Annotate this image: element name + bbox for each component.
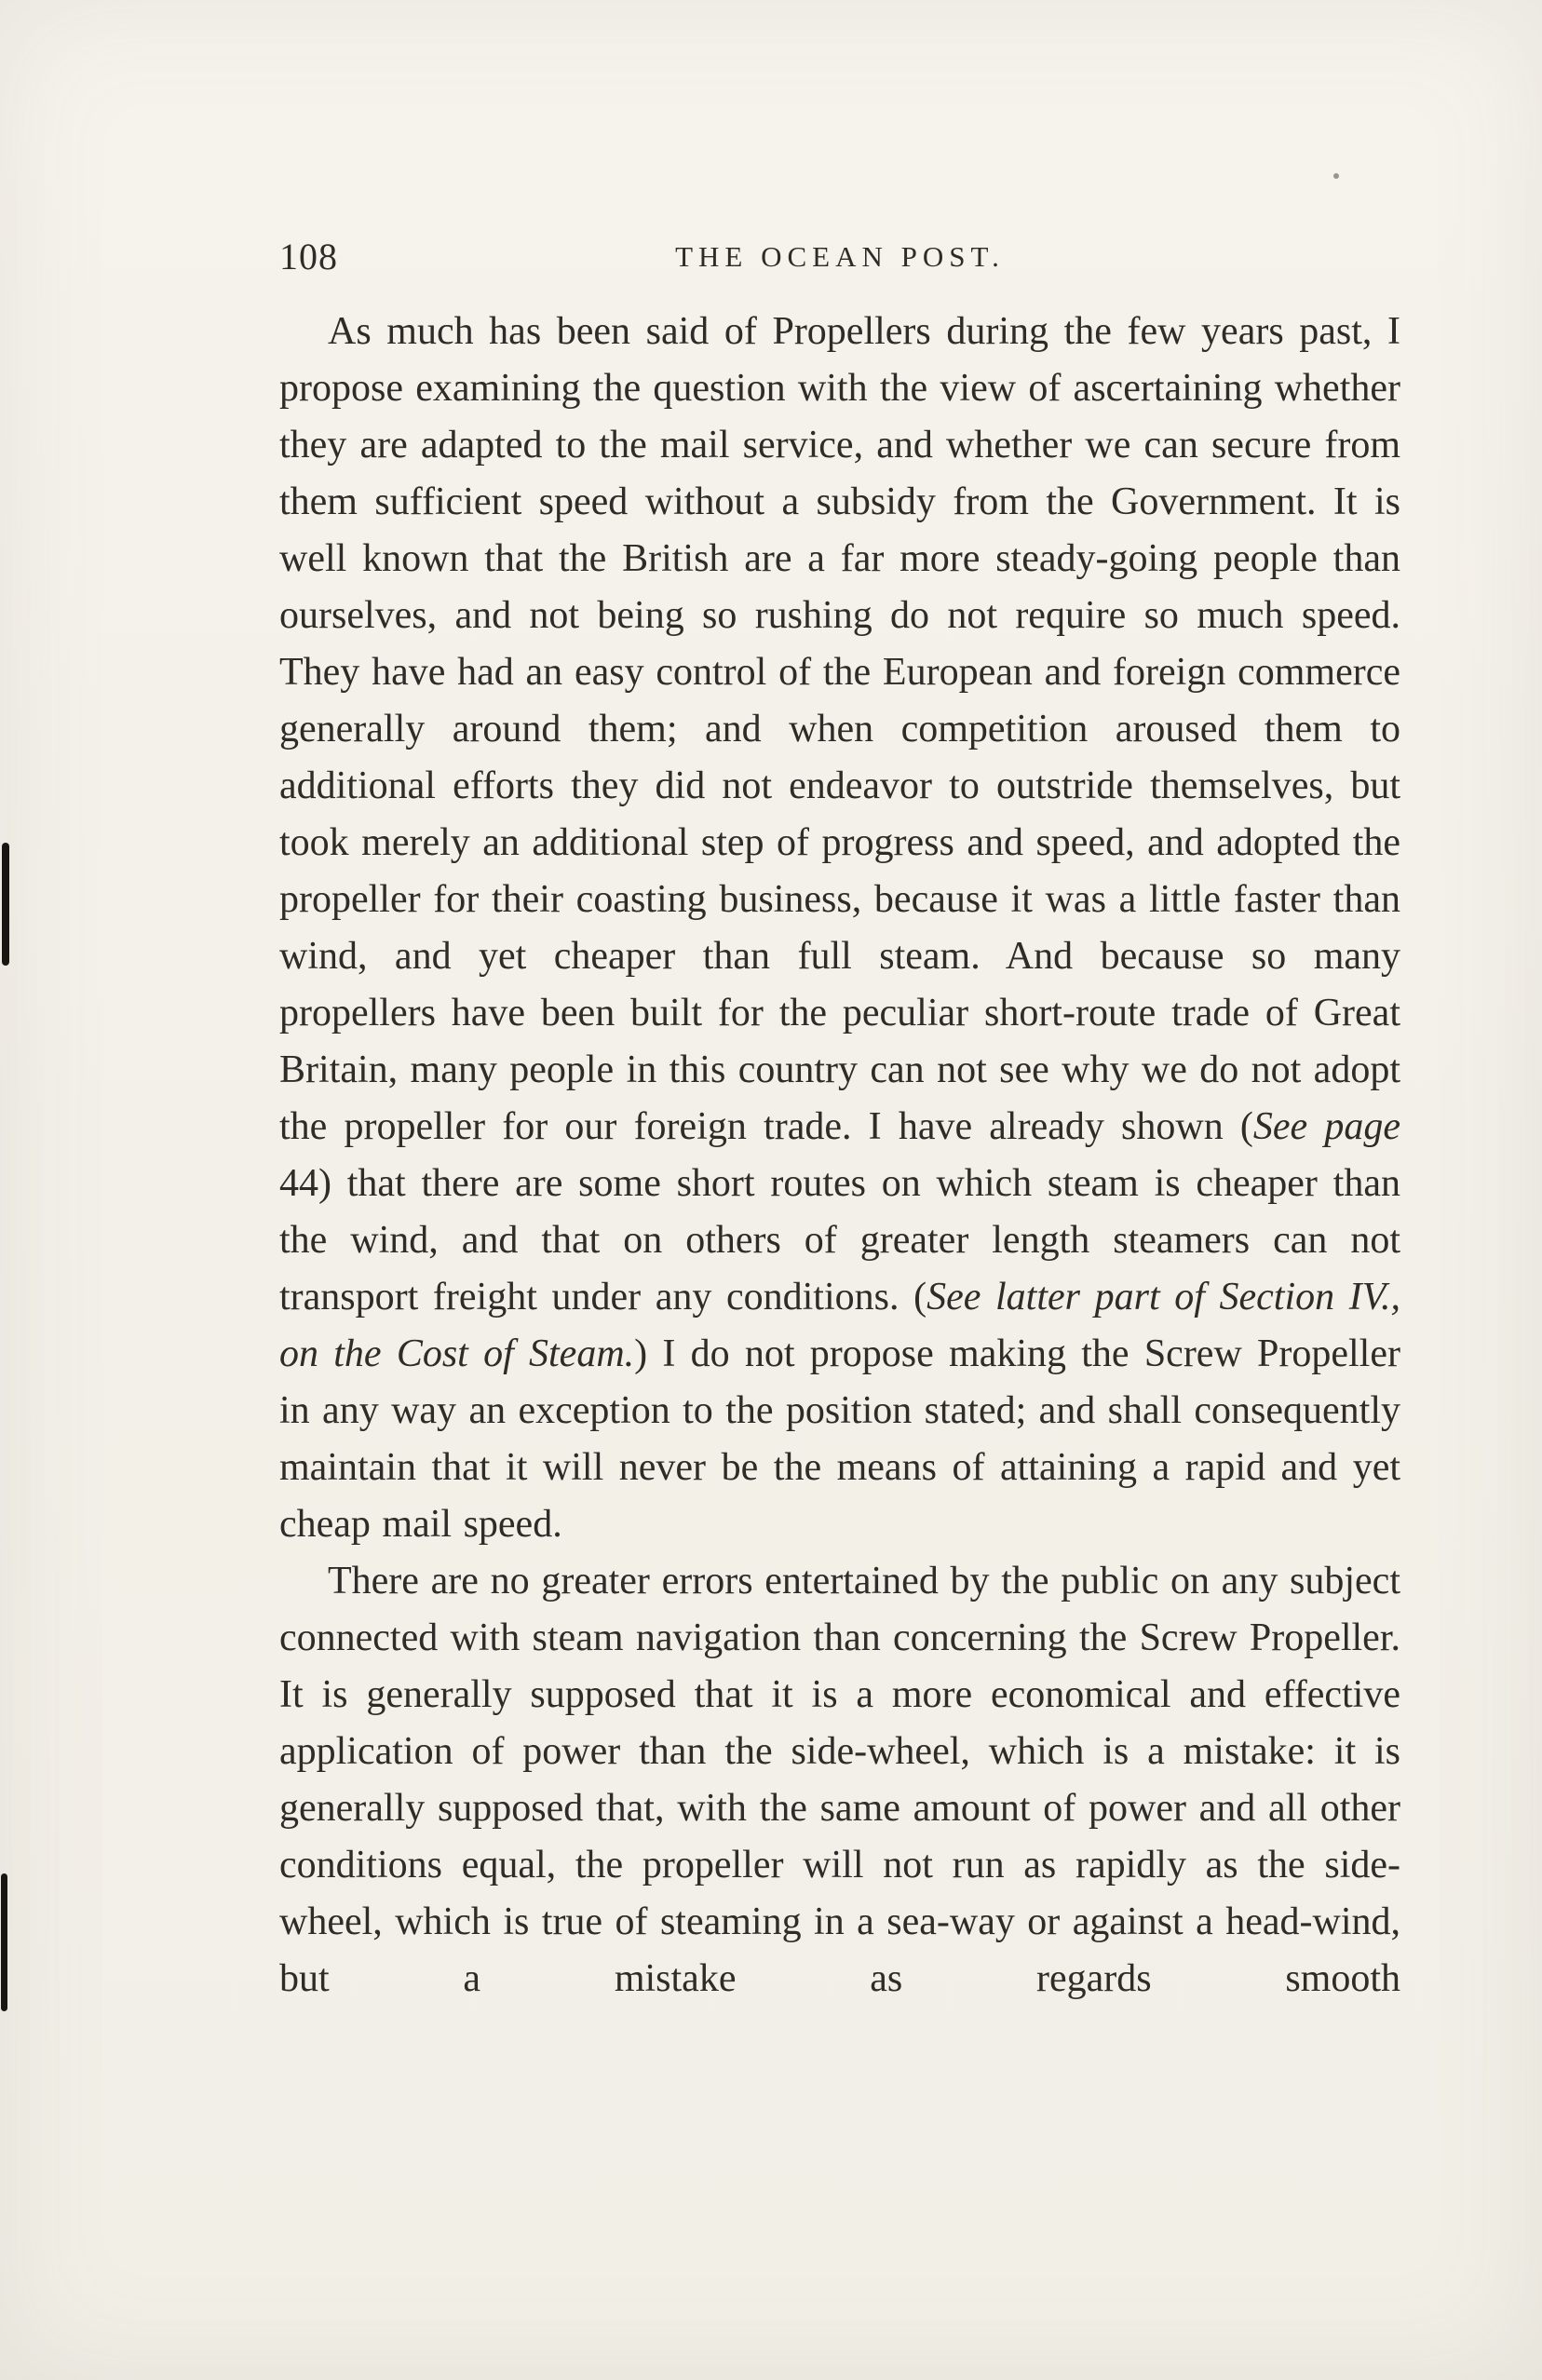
text-segment: There are no greater errors entertained by the public on any subject connected with steam navigation than concerning the Screw Propeller. It is generally supposed that it is a more economical and effective application of power than the side-wheel, which is a mistake: it is generally supposed that, with the same amount of power and all other conditions equal, the propeller will not run as rapidly as the side-wheel, which is true of steaming in a sea-way or against a head-wind, but a mistake as regards smooth xyxy=(279,1560,1400,2000)
text-segment: 44) that there are some short routes on which steam is cheaper than the wind, and that on others of greater length steamers can not transport freight under any conditions. ( xyxy=(279,1162,1400,1318)
paragraph xyxy=(279,304,1400,1553)
scan-artifact-left-upper xyxy=(2,843,9,966)
page-content xyxy=(279,233,1400,2008)
text-segment: ) I do not propose making the Screw Propeller in any way an exception to the position stated; and shall consequently maintain that it will never be the means of attaining a rapid and yet cheap mail speed. xyxy=(279,1332,1400,1546)
text-segment: See page xyxy=(1252,1105,1400,1148)
running-title: THE OCEAN POST. xyxy=(675,240,1005,273)
scan-speck xyxy=(1333,173,1339,179)
text-segment: See latter part of Section IV., on the Cost of Steam. xyxy=(279,1276,1400,1375)
page-number: 108 xyxy=(279,236,338,277)
scan-artifact-left-lower xyxy=(1,1873,7,2011)
paragraph xyxy=(279,1553,1400,2008)
text-block xyxy=(279,304,1400,2008)
running-head xyxy=(279,233,1400,281)
text-segment: As much has been said of Propellers during the few years past, I propose examining the question with the view of ascertaining whether they are adapted to the mail service, and whether we can secure from them sufficient speed without a subsidy from the Government. It is well known that the British are a far more steady-going people than ourselves, and not being so rushing do not require so much speed. They have had an easy control of the European and foreign commerce generally around them; and when competition aroused them to additional efforts they did not endeavor to outstride themselves, but took merely an additional step of progress and speed, and adopted the propeller for their coasting business, because it was a little faster than wind, and yet cheaper than full steam. And because so many propellers have been built for the peculiar short-route trade of Great Britain, many people in this country can not see why we do not adopt the propeller for our foreign trade. I have already shown ( xyxy=(279,310,1400,1148)
